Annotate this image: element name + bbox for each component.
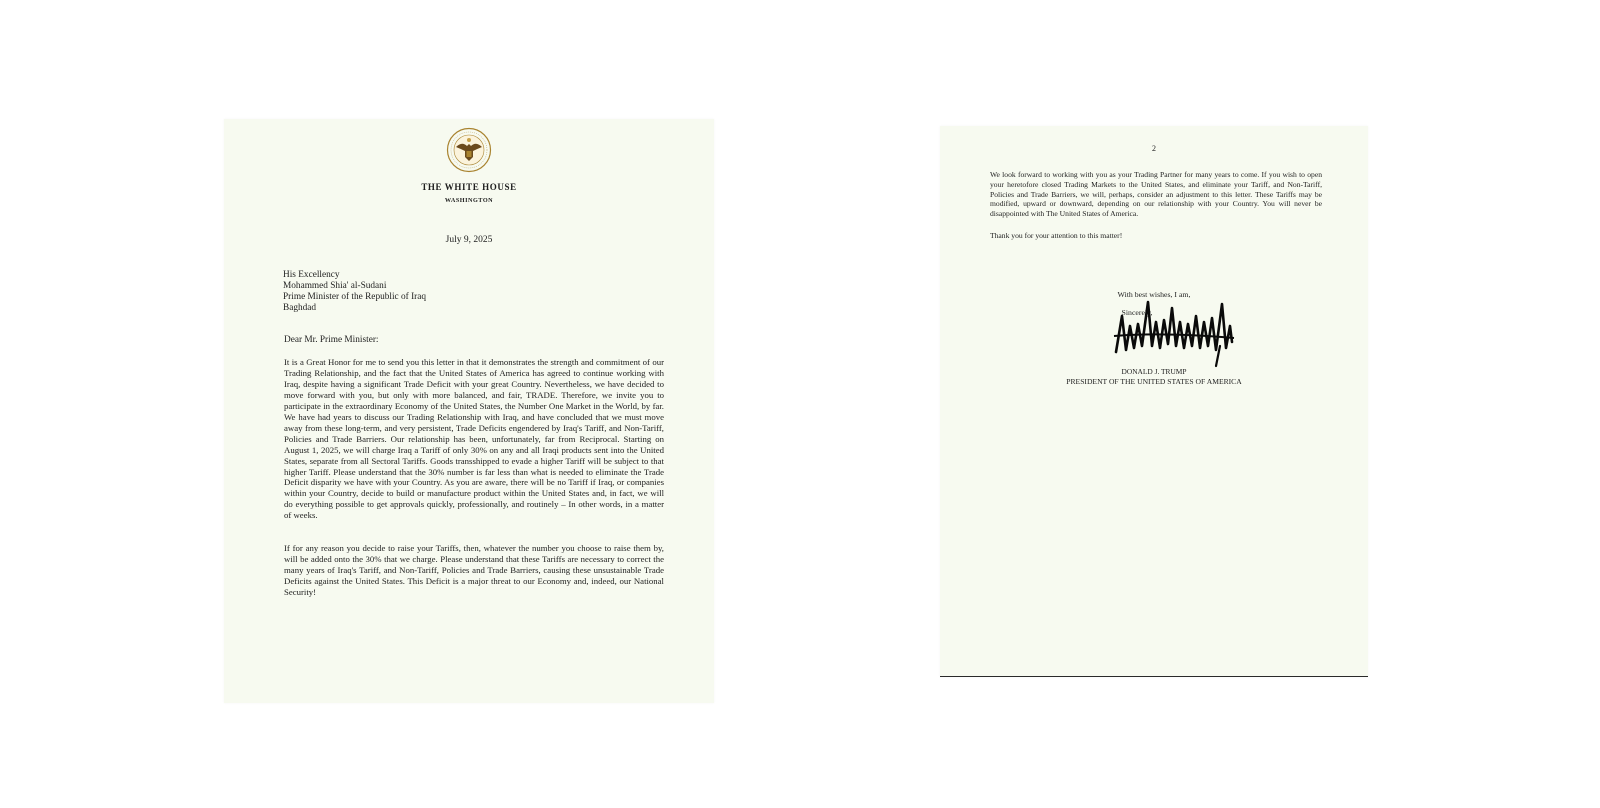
letter-page-1	[224, 119, 714, 703]
address-line: Mohammed Shia' al-Sudani	[283, 281, 387, 291]
signature-icon	[1112, 296, 1236, 368]
page-number: 2	[1152, 144, 1156, 153]
letter-page-2	[940, 126, 1368, 677]
closing-line: With best wishes, I am,	[1117, 290, 1191, 299]
body-paragraph-1: It is a Great Honor for me to send you this letter in that it demonstrates the strength and commitment of our Trading Relationship, and the fact that the United States of America has agreed to continue working with Iraq, despite having a significant Trade Deficit with your great Country. Nevertheless, we have decided to move forward with you, but only with more balanced, and fair, TRADE. Therefore, we invite you to participate in the extraordinary Economy of the United States, the Number One Market in the World, by far. We have had years to discuss our Trading Relationship with Iraq, and have concluded that we must move away from these long-term, and very persistent, Trade Deficits engendered by Iraq's Tariff, and Non-Tariff, Policies and Trade Barriers. Our relationship has been, unfortunately, far from Reciprocal. Starting on August 1, 2025, we will charge Iraq a Tariff of only 30% on any and all Iraqi products sent into the United States, separate from all Sectoral Tariffs. Goods transshipped to evade a higher Tariff will be subject to that higher Tariff. Please understand that the 30% number is far less than what is needed to eliminate the Trade Deficit disparity we have with your Country. As you are aware, there will be no Tariff if Iraq, or companies within your Country, decide to build or manufacture product within the United States and, in fact, we will do everything possible to get approvals quickly, professionally, and routinely – In other words, in a matter of weeks.	[284, 357, 664, 521]
recipient-address	[283, 270, 426, 314]
signer-name: DONALD J. TRUMP	[1121, 367, 1187, 376]
letterhead-title: THE WHITE HOUSE	[421, 182, 517, 192]
body-paragraph-4: Thank you for your attention to this matter!	[990, 231, 1123, 240]
address-line: Prime Minister of the Republic of Iraq	[283, 292, 427, 302]
signer-title: PRESIDENT OF THE UNITED STATES OF AMERICA	[1066, 377, 1242, 386]
presidential-seal-icon	[446, 127, 492, 173]
sincerely-line: Sincerely,	[1121, 308, 1153, 317]
letter-date: July 9, 2025	[445, 235, 493, 245]
letterhead-subtitle: WASHINGTON	[444, 197, 494, 204]
body-paragraph-2: If for any reason you decide to raise your Tariffs, then, whatever the number you choose to raise them by, will be added onto the 30% that we charge. Please understand that these Tariffs are necessary to correct the many years of Iraq's Tariff, and Non-Tariff, Policies and Trade Barriers, causing these unsustainable Trade Deficits against the United States. This Deficit is a major threat to our Economy and, indeed, our National Security!	[284, 543, 664, 597]
body-paragraph-3: We look forward to working with you as your Trading Partner for many years to come. If you wish to open your heretofore closed Trading Markets to the United States, and eliminate your Tariff, and Non-Tariff, Policies and Trade Barriers, we will, perhaps, consider an adjustment to this letter. These Tariffs may be modified, upward or downward, depending on our relationship with your Country. You will never be disappointed with The United States of America.	[990, 170, 1322, 219]
address-line: His Excellency	[283, 270, 340, 280]
salutation: Dear Mr. Prime Minister:	[284, 335, 379, 345]
address-line: Baghdad	[283, 303, 317, 313]
